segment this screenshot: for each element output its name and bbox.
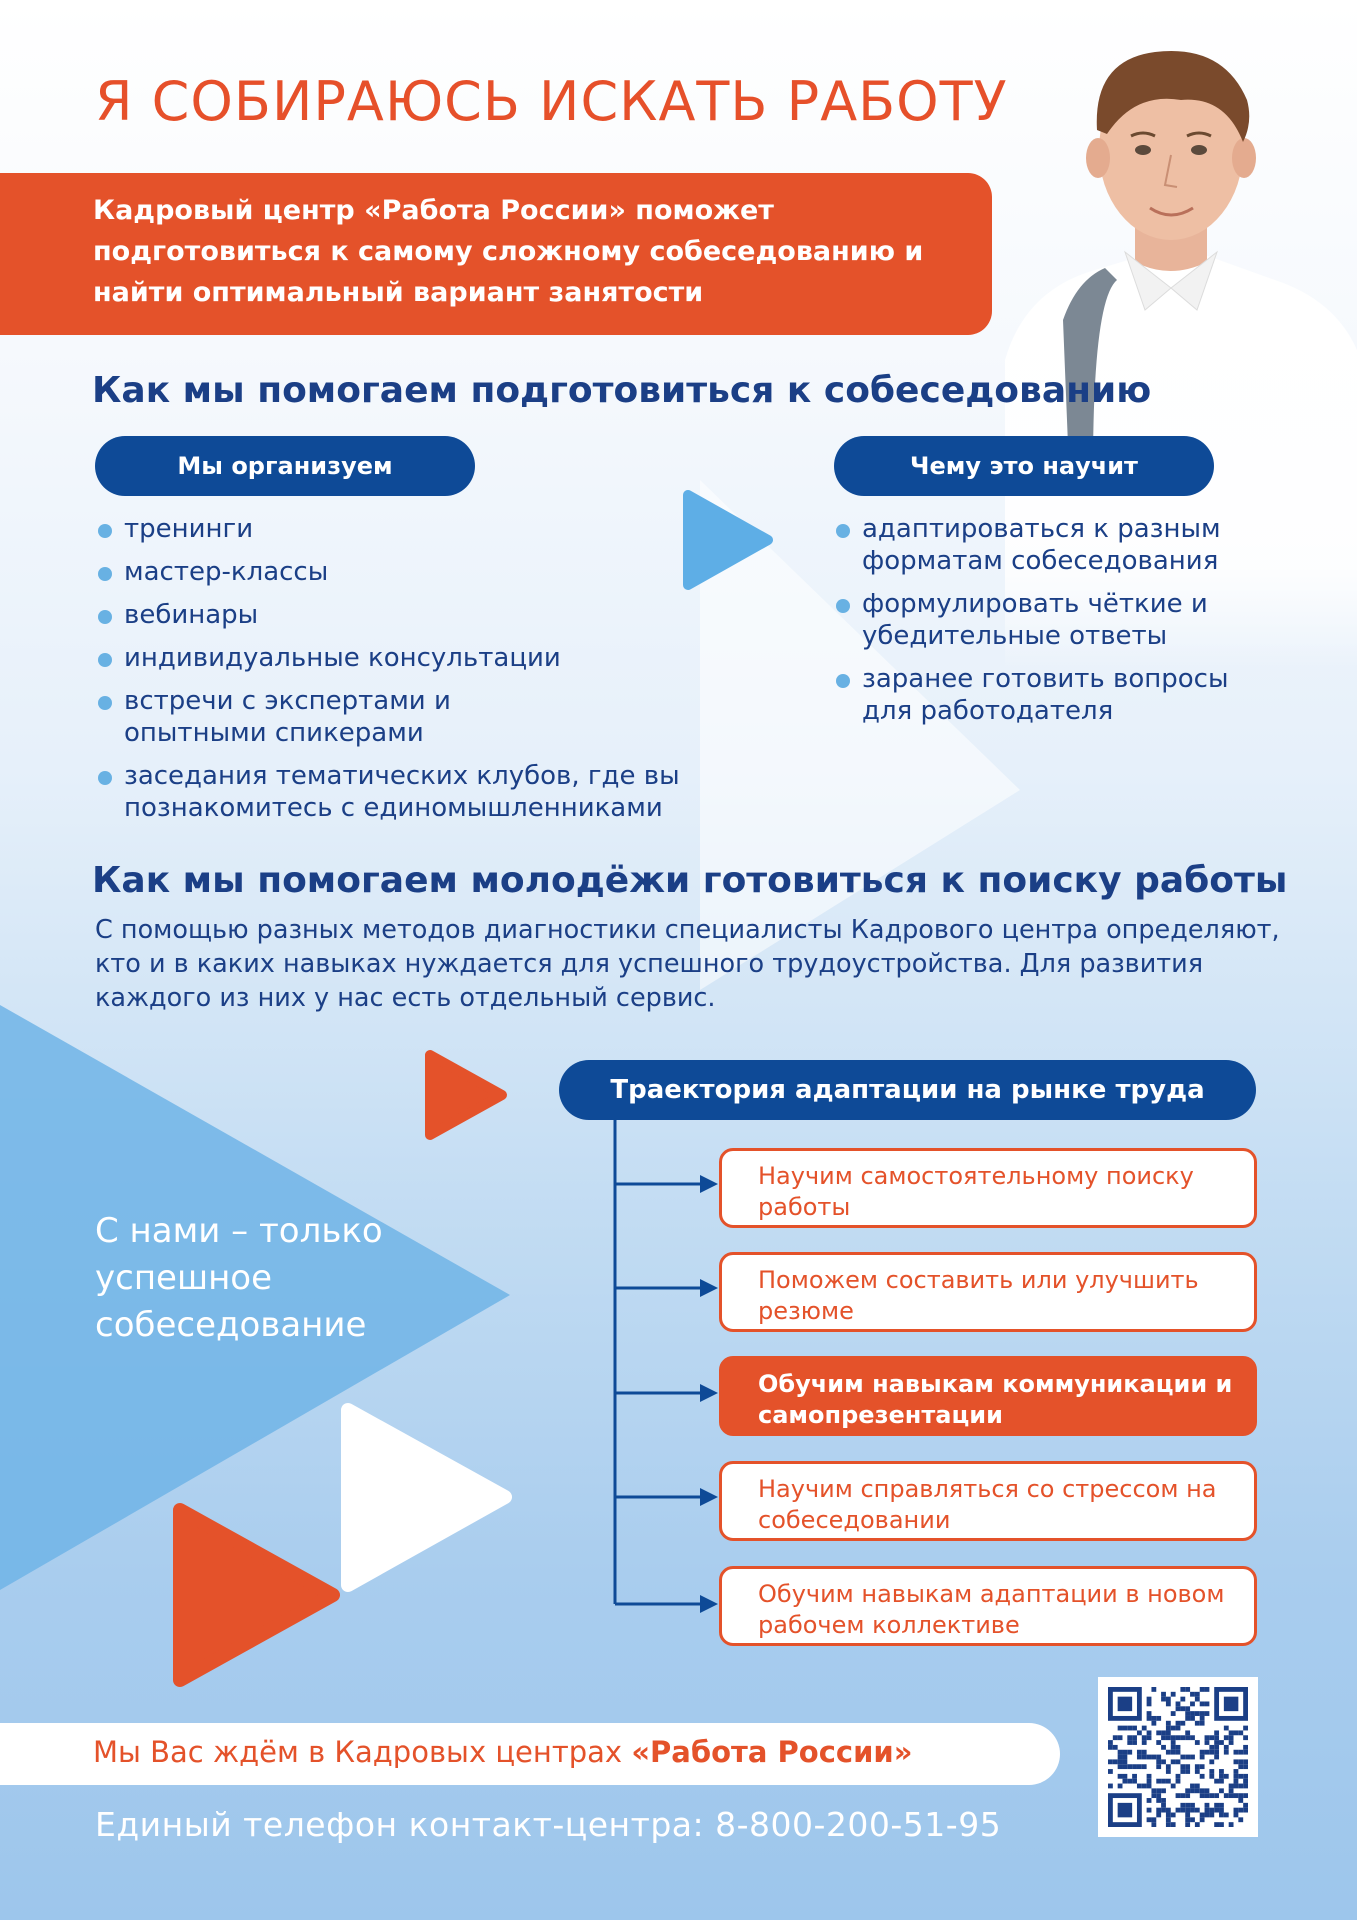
trajectory-step-highlighted: Обучим навыкам коммуникации и самопрезентации <box>719 1356 1257 1436</box>
page-title: Я СОБИРАЮСЬ ИСКАТЬ РАБОТУ <box>95 70 1008 133</box>
youth-paragraph: С помощью разных методов диагностики специалисты Кадрового центра определяют, кто и в каких навыках нуждается для успешного трудоустройства. Для развития каждого из них у нас есть отдельный сервис. <box>95 915 1280 1013</box>
arrow-right-icon <box>700 1488 718 1506</box>
organize-label: Мы организуем <box>95 436 475 496</box>
bullet-icon <box>836 599 850 613</box>
list-item <box>96 685 496 749</box>
youth-section-heading: Как мы помогаем молодёжи готовиться к поиску работы <box>92 860 1288 901</box>
list-item <box>96 556 716 588</box>
trajectory-connector <box>615 1118 702 1604</box>
list-item-text: адаптироваться к разным форматам собеседования <box>862 514 1221 576</box>
list-item <box>96 599 716 631</box>
play-icon <box>430 1055 502 1135</box>
footer-invite-text: Мы Вас ждём в Кадровых центрах <box>93 1735 632 1769</box>
orange-triangle-decoration <box>180 1510 333 1680</box>
list-item <box>834 513 1274 577</box>
qr-code[interactable] <box>1098 1677 1258 1837</box>
learn-label: Чему это научит <box>834 436 1214 496</box>
list-item <box>96 760 716 824</box>
list-item-text: формулировать чёткие и убедительные ответы <box>862 589 1208 651</box>
trajectory-step: Научим самостоятельному поиску работы <box>719 1148 1257 1228</box>
list-item-text: заранее готовить вопросы для работодателя <box>862 664 1229 726</box>
bullet-icon <box>836 524 850 538</box>
list-item-text: вебинары <box>124 600 259 630</box>
bullet-icon <box>98 696 112 710</box>
arrow-right-icon <box>700 1595 718 1613</box>
footer-brand: «Работа России» <box>631 1735 913 1769</box>
list-item <box>834 588 1234 652</box>
list-item-text: индивидуальные консультации <box>124 643 561 673</box>
list-item-text: тренинги <box>124 514 254 544</box>
arrow-heads <box>700 1175 718 1613</box>
footer-invite <box>93 1735 912 1769</box>
list-item-text: встречи с экспертами и опытными спикерами <box>124 686 451 748</box>
arrow-right-icon <box>700 1384 718 1402</box>
list-item-text: заседания тематических клубов, где вы познакомитесь с единомышленниками <box>124 761 680 823</box>
trajectory-step: Обучим навыкам адаптации в новом рабочем коллективе <box>719 1566 1257 1646</box>
intro-text: Кадровый центр «Работа России» поможет подготовиться к самому сложному собеседованию и найти оптимальный вариант занятости <box>93 195 924 308</box>
contact-phone: Единый телефон контакт-центра: 8-800-200-51-95 <box>95 1805 1002 1844</box>
list-item <box>96 513 716 545</box>
bullet-icon <box>98 610 112 624</box>
trajectory-step: Научим справляться со стрессом на собеседовании <box>719 1461 1257 1541</box>
bullet-icon <box>98 653 112 667</box>
organize-list <box>96 513 716 835</box>
list-item-text: мастер-классы <box>124 557 329 587</box>
bullet-icon <box>836 674 850 688</box>
interview-section-heading: Как мы помогаем подготовиться к собеседованию <box>92 370 1152 411</box>
list-item <box>834 663 1274 727</box>
bullet-icon <box>98 771 112 785</box>
learn-list <box>834 513 1274 738</box>
white-triangle-decoration <box>348 1410 505 1585</box>
bullet-icon <box>98 567 112 581</box>
list-item <box>96 642 716 674</box>
slogan: С нами – только успешное собеседование <box>95 1211 383 1345</box>
qr-code-icon <box>1108 1687 1248 1827</box>
arrow-right-icon <box>700 1175 718 1193</box>
arrow-right-icon <box>700 1279 718 1297</box>
bullet-icon <box>98 524 112 538</box>
trajectory-label: Траектория адаптации на рынке труда <box>559 1060 1256 1120</box>
trajectory-step: Поможем составить или улучшить резюме <box>719 1252 1257 1332</box>
